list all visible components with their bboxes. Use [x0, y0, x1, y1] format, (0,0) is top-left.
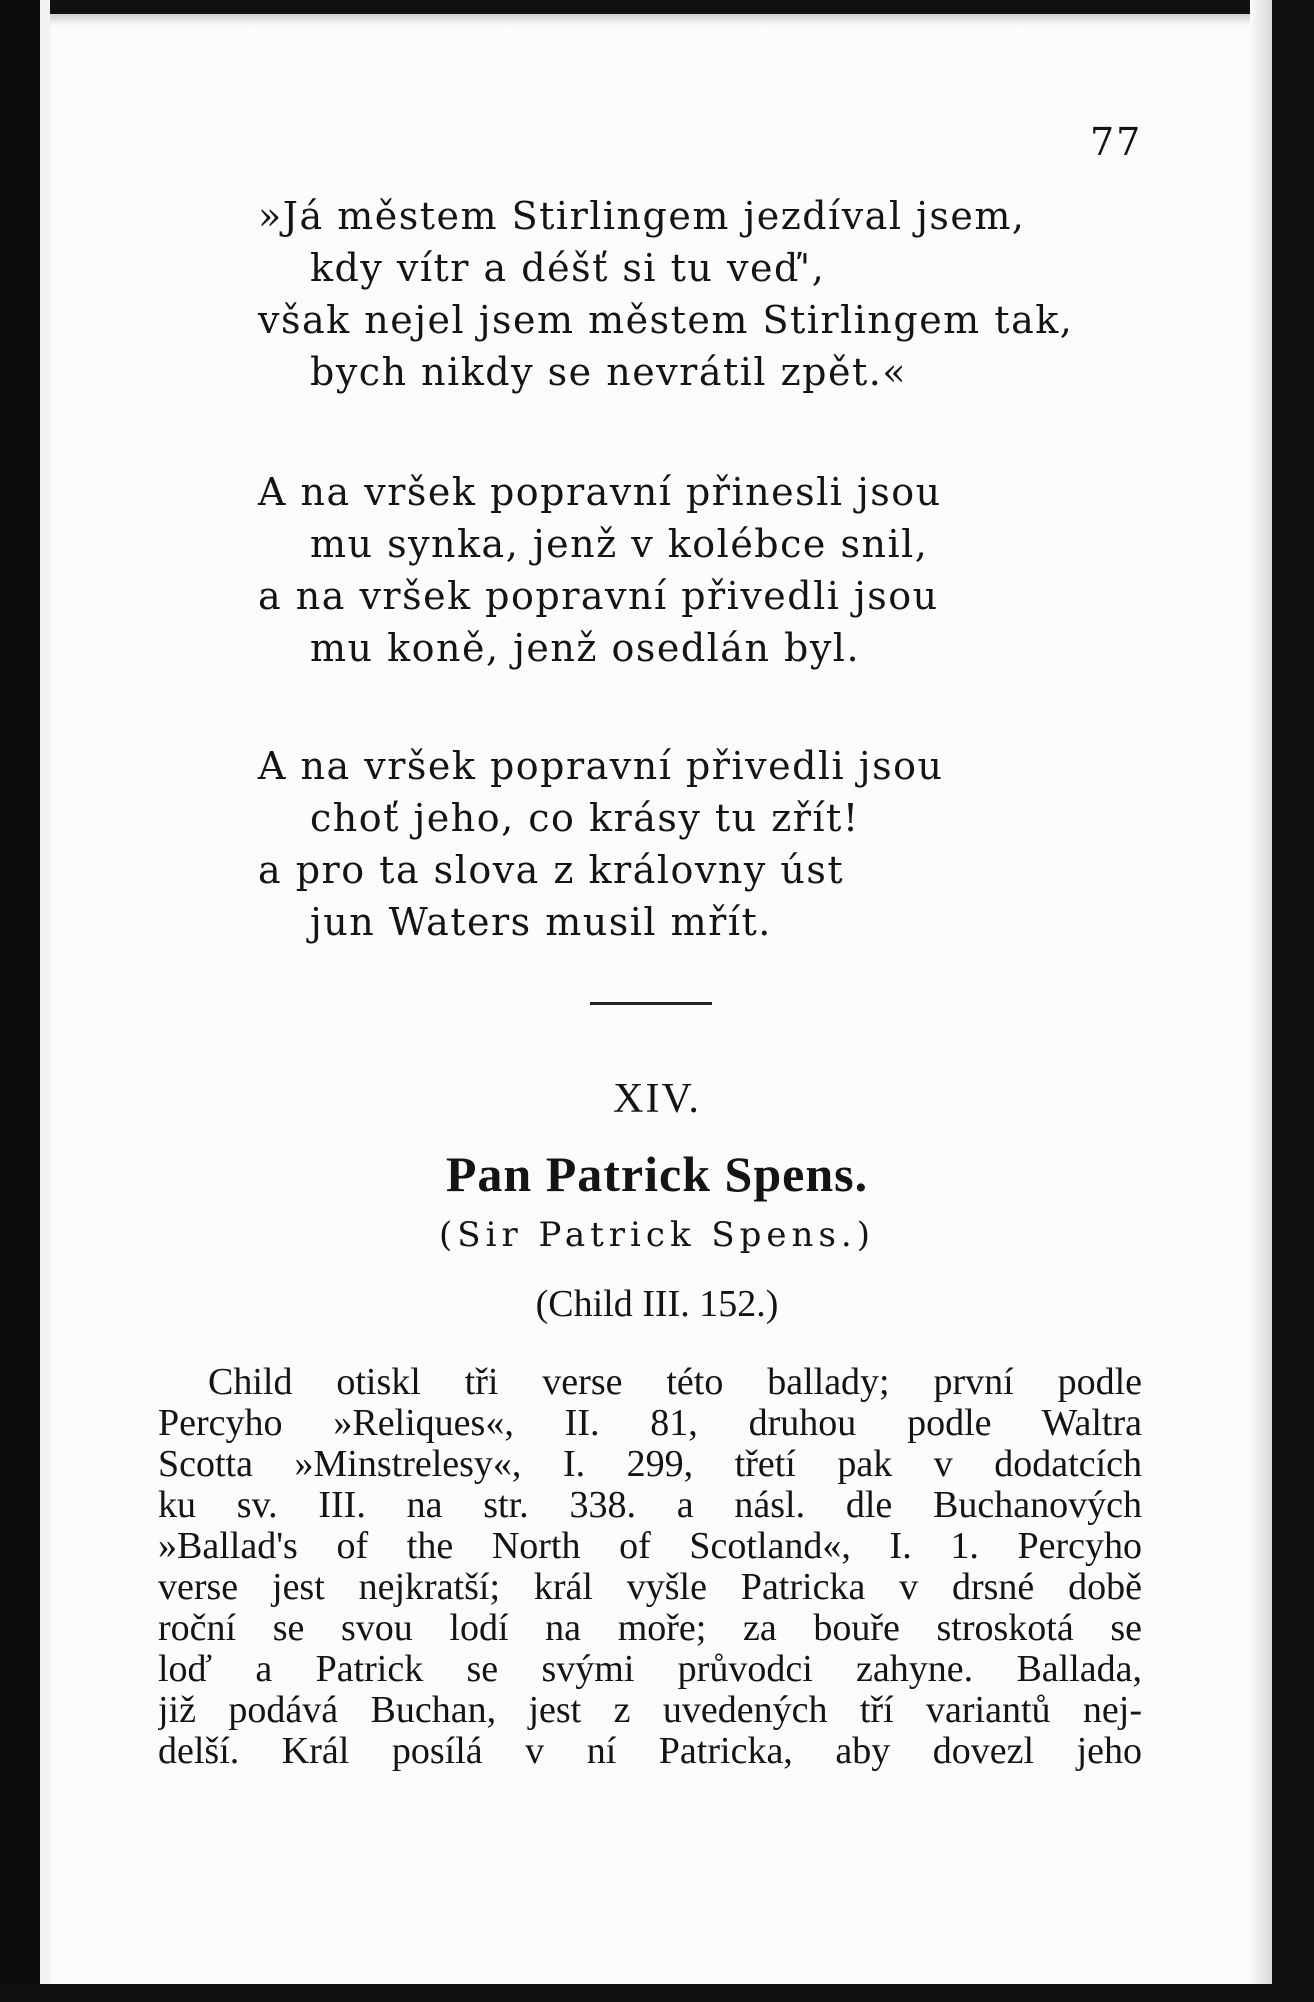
prose-line: již podává Buchan, jest z uvedených tří variantů nej- [158, 1690, 1142, 1731]
child-reference: (Child III. 152.) [535, 1283, 779, 1325]
scan-bottom-edge [0, 1984, 1314, 2002]
scan-top-shadow [0, 14, 1314, 26]
stanza-2 [258, 466, 942, 674]
section-number: XIV. [613, 1076, 701, 1122]
scan-left-edge [0, 0, 40, 2002]
section-divider [590, 1002, 712, 1005]
verse-line: jun Waters musil mřít. [310, 900, 772, 944]
page-number: 77 [1090, 120, 1143, 164]
verse-line: mu synka, jenž v kolébce snil, [310, 522, 929, 566]
scan-top-edge [0, 0, 1314, 14]
prose-line: roční se svou lodí na moře; za bouře stroskotá se [158, 1608, 1142, 1649]
verse-line: »Já městem Stirlingem jezdíval jsem, [258, 194, 1026, 238]
prose-line: ku sv. III. na str. 338. a násl. dle Buchanových [158, 1485, 1142, 1526]
prose-line: »Ballad's of the North of Scotland«, I. 1. Percyho [158, 1526, 1142, 1567]
prose-line: delší. Král posílá v ní Patricka, aby dovezl jeho [158, 1731, 1142, 1772]
scan-left-margin [40, 0, 50, 2002]
verse-line: bych nikdy se nevrátil zpět.« [310, 350, 908, 394]
verse-line: mu koně, jenž osedlán byl. [310, 626, 861, 670]
verse-line: A na vršek popravní přinesli jsou [258, 470, 942, 514]
prose-line: verse jest nejkratší; král vyšle Patricka v drsné době [158, 1567, 1142, 1608]
prose-paragraph [158, 1362, 1142, 1772]
stanza-3 [258, 740, 943, 948]
stanza-1 [258, 190, 1073, 398]
verse-line: choť jeho, co krásy tu zřít! [310, 796, 860, 840]
verse-line: a na vršek popravní přivedli jsou [258, 574, 939, 618]
prose-line: Scotta »Minstrelesy«, I. 299, třetí pak v dodatcích [158, 1444, 1142, 1485]
prose-line: Child otiskl tři verse této ballady; první podle [208, 1362, 1142, 1403]
prose-line: Percyho »Reliques«, II. 81, druhou podle Waltra [158, 1403, 1142, 1444]
section-title: Pan Patrick Spens. [445, 1146, 869, 1202]
verse-line: kdy vítr a déšť si tu veď', [310, 246, 826, 290]
verse-line: však nejel jsem městem Stirlingem tak, [258, 298, 1074, 342]
original-title: (Sir Patrick Spens.) [439, 1215, 875, 1255]
verse-line: A na vršek popravní přivedli jsou [258, 744, 944, 788]
scan-right-shadow [1250, 0, 1272, 2002]
prose-line: loď a Patrick se svými průvodci zahyne. Ballada, [158, 1649, 1142, 1690]
verse-line: a pro ta slova z královny úst [258, 848, 845, 892]
scan-right-edge [1272, 0, 1314, 2002]
